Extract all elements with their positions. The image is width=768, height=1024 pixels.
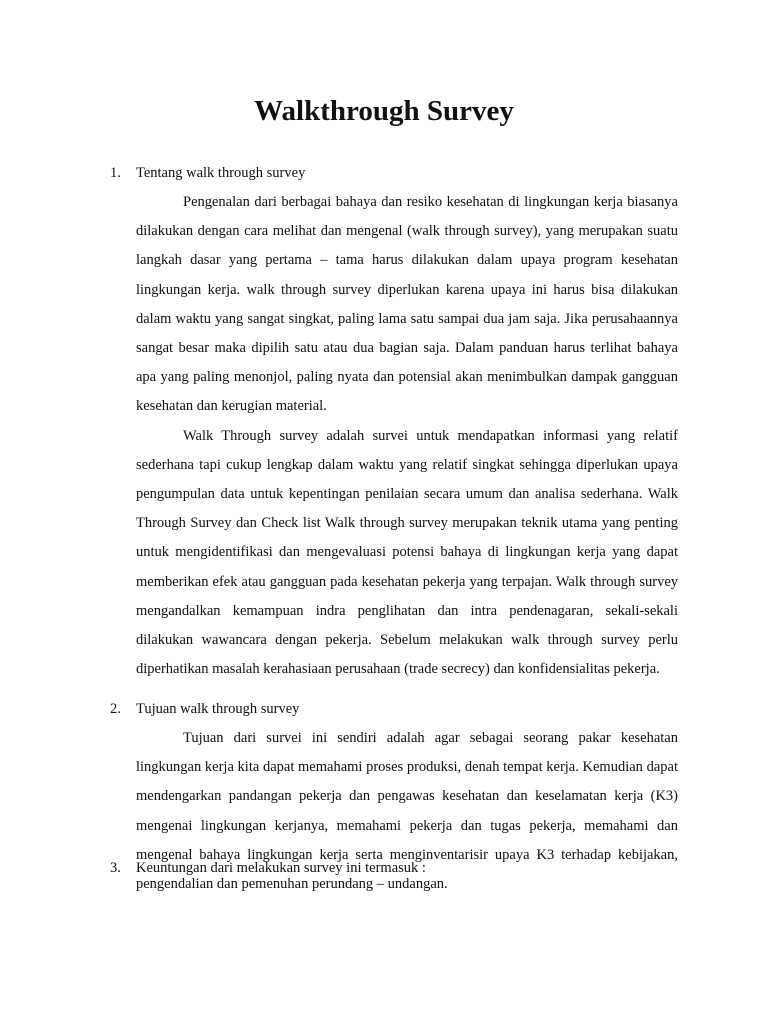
section-3 (110, 853, 678, 883)
section-title: Tujuan walk through survey (136, 701, 300, 717)
section-heading (110, 158, 678, 188)
section-number: 3. (110, 860, 121, 876)
section-heading (110, 694, 678, 724)
section-number: 2. (110, 701, 121, 717)
section-1 (110, 158, 678, 684)
paragraph: Tujuan dari survei ini sendiri adalah agar sebagai seorang pakar kesehatan lingkungan kerja kita dapat memahami proses produksi, denah tempat kerja. Kemudian dapat mendengarkan pandangan pekerja dan pengawas kesehatan dan keselamatan kerja (K3) mengenai lingkungan kerjanya, memahami pekerja dan tugas pekerja, memahami dan mengenal bahaya lingkungan kerja serta menginventarisir upaya K3 terhadap kebijakan, pengendalian dan pemenuhan perundang – undangan. (136, 730, 678, 893)
section-title: Keuntungan dari melakukan survey ini termasuk : (136, 860, 426, 876)
section-number: 1. (110, 165, 121, 181)
section-heading (110, 853, 678, 883)
document-title: Walkthrough Survey (254, 95, 514, 127)
paragraph: Walk Through survey adalah survei untuk mendapatkan informasi yang relatif sederhana tapi cukup lengkap dalam waktu yang relatif singkat sehingga diperlukan upaya pengumpulan data untuk kepentingan penilaian secara umum dan analisa sederhana. Walk Through Survey dan Check list Walk through survey merupakan teknik utama yang penting untuk mengidentifikasi dan mengevaluasi potensi bahaya di lingkungan kerja yang dapat memberikan efek atau gangguan pada kesehatan pekerja yang terpajan. Walk through survey mengandalkan kemampuan indra penglihatan dan intra pendenagaran, sekali-sekali dilakukan wawancara dengan pekerja. Sebelum melakukan walk through survey perlu diperhatikan masalah kerahasiaan perusahaan (trade secrecy) dan konfidensialitas pekerja. (136, 427, 678, 678)
section-title: Tentang walk through survey (136, 165, 306, 181)
paragraph: Pengenalan dari berbagai bahaya dan resiko kesehatan di lingkungan kerja biasanya dilakukan dengan cara melihat dan mengenal (walk through survey), yang merupakan suatu langkah dasar yang pertama – tama harus dilakukan dalam upaya program kesehatan lingkungan kerja. walk through survey diperlukan karena upaya ini harus bisa dilakukan dalam waktu yang sangat singkat, paling lama satu sampai dua jam saja. Jika perusahaannya sangat besar maka dipilih satu atau dua bagian saja. Dalam panduan harus terlihat bahaya apa yang paling menonjol, paling nyata dan potensial akan menimbulkan dampak gangguan kesehatan dan kerugian material. (136, 194, 678, 415)
